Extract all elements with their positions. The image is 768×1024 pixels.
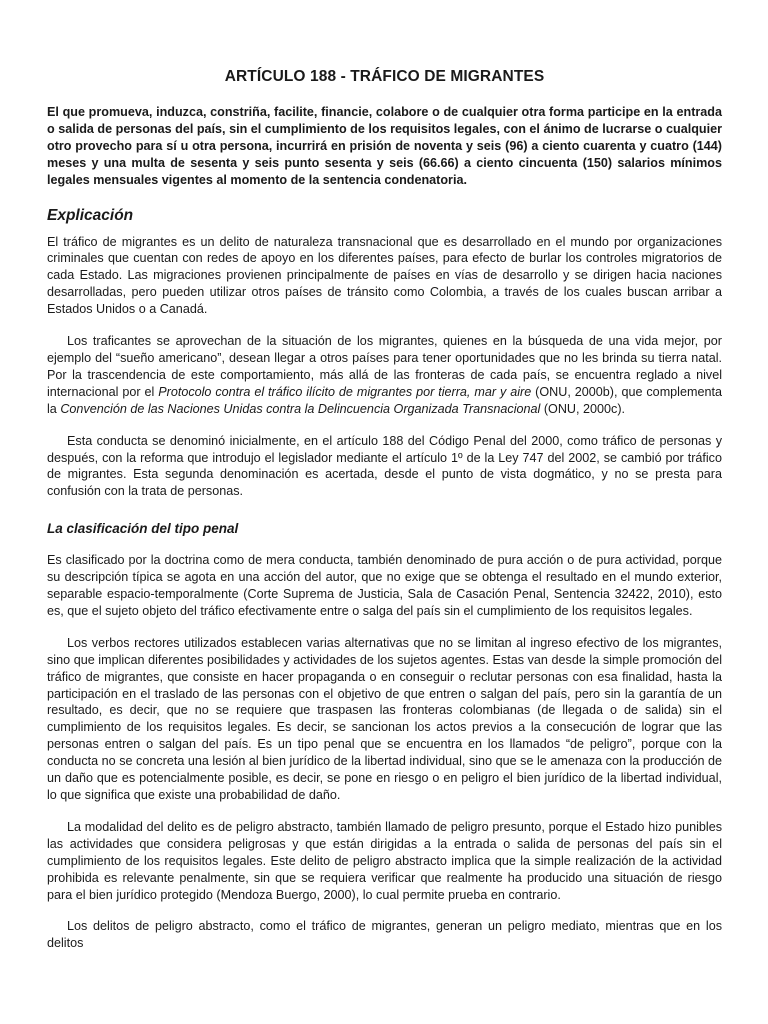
clasificacion-paragraph-1: Es clasificado por la doctrina como de mera conducta, también denominado de pura acción o de pura actividad, porque su descripción típica se agota en una acción del autor, que no exige que se obtenga el resultado en el mundo exterior, separable espacio-temporalmente (Corte Suprema de Justicia, Sala de Casación Penal, Sentencia 32422, 2010), esto es, que el sujeto objeto del tráfico efectivamente entre o salga del país sin el cumplimiento de los requisitos legales. [47, 553, 722, 618]
protocol-citation: Protocolo contra el tráfico ilícito de migrantes por tierra, mar y aire [158, 384, 532, 399]
clasificacion-paragraph-4: Los delitos de peligro abstracto, como el tráfico de migrantes, generan un peligro mediato, mientras que en los delitos [47, 919, 722, 951]
explicacion-paragraph-3: Esta conducta se denominó inicialmente, en el artículo 188 del Código Penal del 2000, como tráfico de personas y después, con la reforma que introdujo el legislador mediante el artículo 1º de la Ley 747 del 2002, se cambió por tráfico de migrantes. Esta segunda denominación es acertada, desde el punto de vista dogmático, y no se presta para confusión con la trata de personas. [47, 433, 722, 499]
section-heading-clasificacion: La clasificación del tipo penal [47, 521, 239, 537]
explicacion-paragraph-2 [47, 333, 722, 418]
paragraph-text: (ONU, 2000b), que complementa la [47, 384, 722, 416]
convention-citation: Convención de las Naciones Unidas contra la Delincuencia Organizada Transnacional [60, 401, 541, 416]
paragraph-text: Los traficantes se aprovechan de la situación de los migrantes, quienes en la búsqueda de una vida mejor, por ejemplo del “sueño americano”, desean llegar a otros países para tener oportunidades que no les brinda su tierra natal. Por la trascendencia de este comportamiento, más allá de las fronteras de cada país, se encuentra reglado a nivel internacional por el [47, 334, 722, 399]
clasificacion-paragraph-2: Los verbos rectores utilizados establecen varias alternativas que no se limitan al ingreso efectivo de los migrantes, sino que implican diferentes posibilidades y actividades de los sujetos agentes. Estas van desde la simple promoción del tráfico de migrantes, que consiste en hacer propaganda o en conseguir o reclutar personas con esa finalidad, hasta la participación en el traslado de las personas con el objetivo de que entren o salgan del país, pero sin la garantía de un resultado, es decir, que no se requiere que traspasen las fronteras colombianas (de llegada o de salida) sin el cumplimiento de los requisitos legales. Es decir, se sancionan los actos previos a la consecución de lograr que las personas entren o salgan del país. Es un tipo penal que se encuentra en los llamados “de peligro”, porque con la conducta no se concreta una lesión al bien jurídico de la libertad individual, sino que se le amenaza con la producción de un daño que es potencialmente posible, es decir, se pone en riesgo o en peligro el bien jurídico de la libertad individual, lo que significa que existe una probabilidad de daño. [47, 635, 722, 802]
explicacion-paragraph-1: El tráfico de migrantes es un delito de naturaleza transnacional que es desarrollado en el mundo por organizaciones criminales que cuentan con redes de apoyo en los diferentes países, para efecto de burlar los controles migratorios de cada Estado. Las migraciones provienen principalmente de países en vías de desarrollo y se dirigen hacia naciones desarrolladas, pero pueden utilizar otros países de tránsito como Colombia, a través de los cuales buscan arribar a Estados Unidos o a Canadá. [47, 234, 722, 317]
paragraph-text: (ONU, 2000c). [540, 401, 626, 416]
section-heading-explicacion: Explicación [47, 206, 134, 224]
clasificacion-paragraph-3: La modalidad del delito es de peligro abstracto, también llamado de peligro presunto, porque el Estado hizo punibles las actividades que considera peligrosas y que están dirigidas a la entrada o salida de personas del país sin el cumplimiento de los requisitos legales. Este delito de peligro abstracto implica que la simple realización de la actividad prohibida es relevante penalmente, sin que se requiera verificar que realmente ha producido una situación de riesgo para el bien jurídico protegido (Mendoza Buergo, 2000), lo cual permite prueba en contrario. [47, 819, 722, 902]
article-title: ARTÍCULO 188 - TRÁFICO DE MIGRANTES [224, 68, 545, 85]
statute-text: El que promueva, induzca, constriña, facilite, financie, colabore o de cualquier otra forma participe en la entrada o salida de personas del país, sin el cumplimiento de los requisitos legales, con el ánimo de lucrarse o cualquier otro provecho para sí u otra persona, incurrirá en prisión de noventa y seis (96) a ciento cuarenta y cuatro (144) meses y una multa de sesenta y seis punto sesenta y seis (66.66) a ciento cincuenta (150) salarios mínimos legales mensuales vigentes al momento de la sentencia condenatoria. [47, 105, 722, 187]
